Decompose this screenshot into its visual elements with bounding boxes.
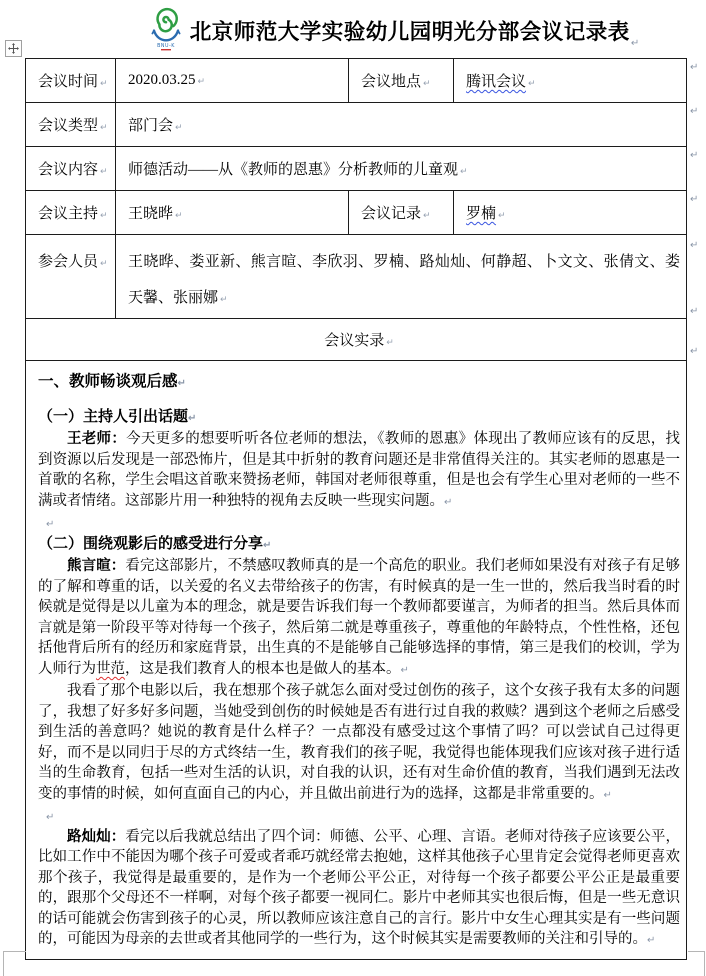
- end-of-cell-mark: ↵: [175, 211, 183, 221]
- meeting-time-value[interactable]: 2020.03.25 ↵: [116, 59, 349, 103]
- table-row: [26, 103, 687, 147]
- end-of-cell-mark: ↵: [498, 211, 506, 221]
- meeting-host-label[interactable]: 会议主持 ↵: [26, 191, 116, 235]
- transcript-section-header[interactable]: 会议实录 ↵: [26, 319, 687, 361]
- page-title: 北京师范大学实验幼儿园明光分部会议记录表: [189, 19, 630, 44]
- meeting-type-value[interactable]: 部门会 ↵: [116, 103, 687, 147]
- speaker-name: 王老师：: [67, 431, 127, 448]
- paragraph-mark: ↵: [188, 412, 197, 424]
- table-row: [26, 59, 687, 103]
- meeting-type-label[interactable]: 会议类型 ↵: [26, 103, 116, 147]
- spellcheck-flagged-text: 腾讯会议: [466, 74, 527, 90]
- speech-paragraph: 王老师：今天更多的想要听听各位老师的想法，《教师的恩惠》体现出了教师应该有的反思，找到资源以后发现是一部恐怖片，但是其中折射的教育问题还是非常值得关注的。其实老师的恩惠是一首歌的名称，学生会唱这首歌来赞扬老师，韩国对老师很尊重，但是也会有学生心里对老师的一些不满或者情绪。这部影片用一种独特的视角去反映一些现实问题。↵: [38, 431, 681, 509]
- speaker-name: 熊言暄：: [67, 558, 126, 575]
- paragraph-mark: ↵: [400, 664, 409, 676]
- table-row: [26, 361, 687, 960]
- empty-line: [38, 513, 680, 534]
- next-page-corner-left: [3, 951, 26, 976]
- end-of-cell-mark: ↵: [175, 123, 183, 133]
- meeting-content-value[interactable]: 师德活动——从《教师的恩惠》分析教师的儿童观 ↵: [116, 147, 687, 191]
- end-of-cell-mark: ↵: [100, 79, 108, 89]
- end-of-cell-mark: ↵: [423, 79, 431, 89]
- speech-paragraph: 熊言暄：看完这部影片，不禁感叹教师真的是一个高危的职业。我们老师如果没有对孩子有足够的了解和尊重的话，以关爱的名义去带给孩子的伤害，有时候真的是一生一世的，然后我当时看的时候就是觉得是以儿童为本的理念，就是要告诉我们每一个教师都要谨言，为师者的担当。然后具体而言就是第一阶段平等对待每一个孩子，然后第二就是尊重孩子，尊重他的年龄特点，个性性格，还包括他背后所有的经历和家庭背景，出生真的不是能够自己能够选择的事情，第三是我们的校训，学为人师行为世范，这是我们教育人的根本也是做人的基本。↵: [38, 558, 680, 677]
- speech-paragraph: 路灿灿：看完以后我就总结出了四个词：师德、公平、心理、言语。老师对待孩子应该要公平，比如工作中不能因为哪个孩子可爱或者乖巧就经常去抱她，这样其他孩子心里肯定会觉得老师更喜欢那个孩子，我觉得是最重要的，是作为一个老师公平公正，对待每一个孩子都要公平公正是最重要的，跟那个父母还不一样啊，对每个孩子都要一视同仁。影片中老师其实也很后悔，但是一些无意识的话可能就会伤害到孩子的心灵，所以教师应该注意自己的言行。影片中女生心理其实是有一些问题的，可能因为母亲的去世或者其他同学的一些行为，这个时候其实是需要教师的关注和引导的。↵: [38, 828, 680, 948]
- next-page-corner-right: [688, 951, 705, 976]
- paragraph-mark: ↵: [603, 789, 612, 801]
- end-of-cell-mark: ↵: [220, 295, 228, 305]
- table-row: [26, 235, 687, 319]
- paragraph-mark: ↵: [46, 519, 55, 531]
- transcript-subheading-b: （二）围绕观影后的感受进行分享↵: [38, 535, 272, 552]
- end-of-row-mark: ↵: [690, 306, 699, 317]
- transcript-subheading-a: （一）主持人引出话题↵: [38, 408, 197, 425]
- end-of-cell-mark: ↵: [460, 167, 468, 177]
- meeting-recorder-value[interactable]: [454, 191, 687, 235]
- table-move-handle-icon[interactable]: [5, 40, 22, 57]
- logo-text: BNU-K: [156, 43, 175, 49]
- end-of-cell-mark: ↵: [100, 211, 108, 221]
- end-of-cell-mark: ↵: [100, 167, 108, 177]
- meeting-time-label[interactable]: 会议时间 ↵: [26, 59, 116, 103]
- end-of-row-mark: ↵: [690, 240, 699, 251]
- paragraph-mark: ↵: [177, 378, 186, 390]
- paragraph-mark: ↵: [444, 496, 453, 508]
- empty-line: [38, 806, 680, 827]
- table-row: [26, 191, 687, 235]
- meeting-host-value[interactable]: 王晓晔 ↵: [116, 191, 349, 235]
- end-of-row-mark: ↵: [690, 194, 699, 205]
- end-of-row-mark: ↵: [690, 150, 699, 161]
- end-of-cell-mark: ↵: [528, 79, 536, 89]
- end-of-cell-mark: ↵: [423, 211, 431, 221]
- end-of-cell-mark: ↵: [197, 77, 206, 87]
- table-row: [26, 147, 687, 191]
- end-of-row-mark: ↵: [690, 62, 699, 73]
- paragraph-mark: ↵: [46, 812, 55, 824]
- spellcheck-flagged-text: 罗楠: [466, 206, 497, 222]
- end-of-cell-mark: ↵: [100, 123, 108, 133]
- transcript-body[interactable]: [26, 361, 687, 960]
- paragraph-mark: ↵: [263, 539, 272, 551]
- meeting-content-label[interactable]: 会议内容 ↵: [26, 147, 116, 191]
- paragraph-mark: ↵: [630, 38, 640, 49]
- meeting-recorder-label[interactable]: 会议记录 ↵: [349, 191, 454, 235]
- kindergarten-logo-icon: [146, 7, 186, 53]
- meeting-record-table: [25, 58, 687, 960]
- meeting-place-label[interactable]: 会议地点 ↵: [349, 59, 454, 103]
- paragraph-mark: ↵: [647, 935, 656, 947]
- end-of-row-mark: ↵: [690, 346, 699, 357]
- speech-paragraph: 我看了那个电影以后，我在想那个孩子就怎么面对受过创伤的孩子，这个女孩子我有太多的问题了，我想了好多好多问题，当她受到创伤的时候她是否有进行过自我的救赎？遇到这个老师之后感受到生活的善意吗？她说的教育是什么样子？一点都没有感受过这个事情了吗？可以尝试自己过得更好，而不是以同归于尽的方式终结一生，教育我们的孩子呢，我觉得也能体现我们应该对孩子进行适当的生命教育，包括一些对生活的认识，对自我的认识，还有对生命价值的教育，当我们遇到无法改变的事情的时候，如何直面自己的内心，并且做出前进行为的选择，这都是非常重要的。↵: [38, 683, 680, 802]
- attendees-value[interactable]: 王晓晔、娄亚新、熊言暄、李欣羽、罗楠、路灿灿、何静超、卜文文、张倩文、娄天馨、张丽娜 ↵: [116, 235, 687, 319]
- document-header: [25, 5, 686, 55]
- transcript-heading-1: 一、教师畅谈观后感↵: [38, 373, 186, 391]
- end-of-cell-mark: ↵: [386, 338, 394, 348]
- speaker-name: 路灿灿：: [67, 828, 126, 845]
- meeting-place-value[interactable]: [454, 59, 687, 103]
- attendees-label[interactable]: 参会人员 ↵: [26, 235, 116, 319]
- spellcheck-flagged-text: 世范: [96, 660, 125, 677]
- table-row: [26, 319, 687, 361]
- end-of-cell-mark: ↵: [100, 259, 108, 269]
- end-of-row-mark: ↵: [690, 106, 699, 117]
